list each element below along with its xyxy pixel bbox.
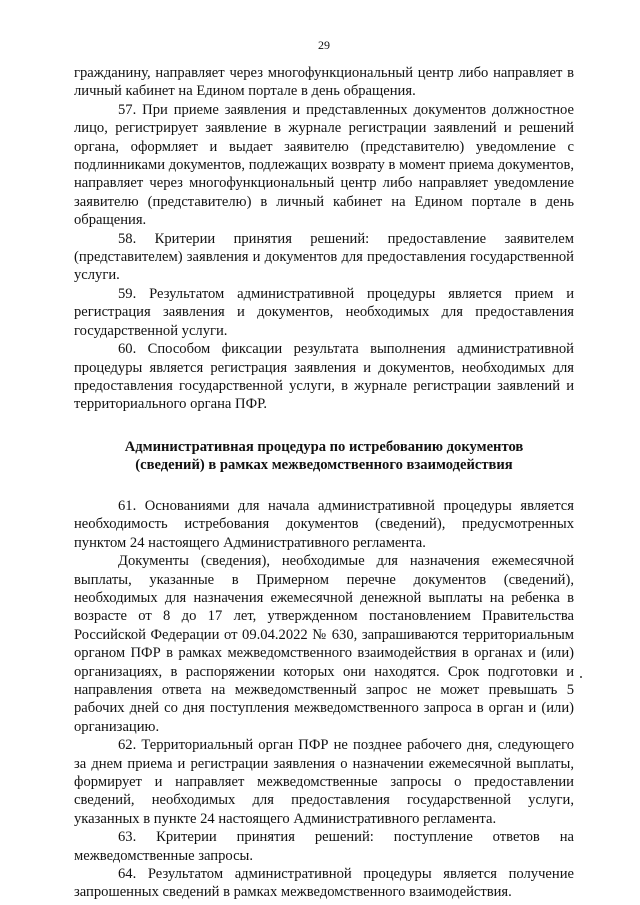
paragraph-59: 59. Результатом административной процедуры является прием и регистрация заявления и документов, необходимых для предоставления государственной услуги. <box>74 285 574 339</box>
section-heading-line-1: Административная процедура по истребованию документов <box>124 438 524 455</box>
document-body <box>74 64 574 902</box>
paragraph-61-documents: Документы (сведения), необходимые для назначения ежемесячной выплаты, указанные в Примерном перечне документов (сведений), необходимых для назначения ежемесячной денежной выплаты на ребенка в возрасте от 8 до 17 лет, утвержденном постановлением Правительства Российской Федерации от 09.04.2022 № 630, запрашиваются территориальным органом ПФР в рамках межведомственного взаимодействия в органах и (или) организациях, в распоряжении которых они находятся. Срок подготовки и направления ответа на межведомственный запрос не может превышать 5 рабочих дней со дня поступления межведомственного запроса в орган и (или) организацию. <box>74 553 574 735</box>
paragraph-63: 63. Критерии принятия решений: поступление ответов на межведомственные запросы. <box>74 829 574 864</box>
section-heading <box>74 438 574 475</box>
paragraph-57: 57. При приеме заявления и представленных документов должностное лицо, регистрирует заявление в журнале регистрации заявлений и решений органа, оформляет и выдает заявителю (представителю) уведомление с подлинниками документов, подлежащих возврату в момент приема документов, направляет через многофункциональный центр либо направляет уведомление заявителю (представителю) в личный кабинет на Едином портале в день обращения. <box>74 101 574 229</box>
paragraph-continuation: гражданину, направляет через многофункциональный центр либо направляет в личный кабинет на Едином портале в день обращения. <box>74 65 574 100</box>
paragraph-61: 61. Основаниями для начала административной процедуры является необходимость истребования документов (сведений), предусмотренных пунктом 24 настоящего Административного регламента. <box>74 497 574 551</box>
paragraph-60: 60. Способом фиксации результата выполнения административной процедуры является регистрация заявления и документов, необходимых для предоставления государственной услуги, в журнале регистрации заявлений и территориального органа ПФР. <box>74 341 574 413</box>
paragraph-62: 62. Территориальный орган ПФР не позднее рабочего дня, следующего за днем приема и регистрации заявления о назначении ежемесячной выплаты, формирует и направляет межведомственные запросы о предоставлении сведений, необходимых для предоставления государственной услуги, указанных в пункте 24 настоящего Административного регламента. <box>74 737 574 827</box>
section-heading-line-2: (сведений) в рамках межведомственного взаимодействия <box>135 457 513 474</box>
paragraph-64: 64. Результатом административной процедуры является получение запрошенных сведений в рамках межведомственного взаимодействия. <box>74 866 574 901</box>
paragraph-58: 58. Критерии принятия решений: предоставление заявителем (представителем) заявления и документов для предоставления государственной услуги. <box>74 230 574 284</box>
page-number: 29 <box>318 38 330 52</box>
scan-speck <box>580 676 582 678</box>
